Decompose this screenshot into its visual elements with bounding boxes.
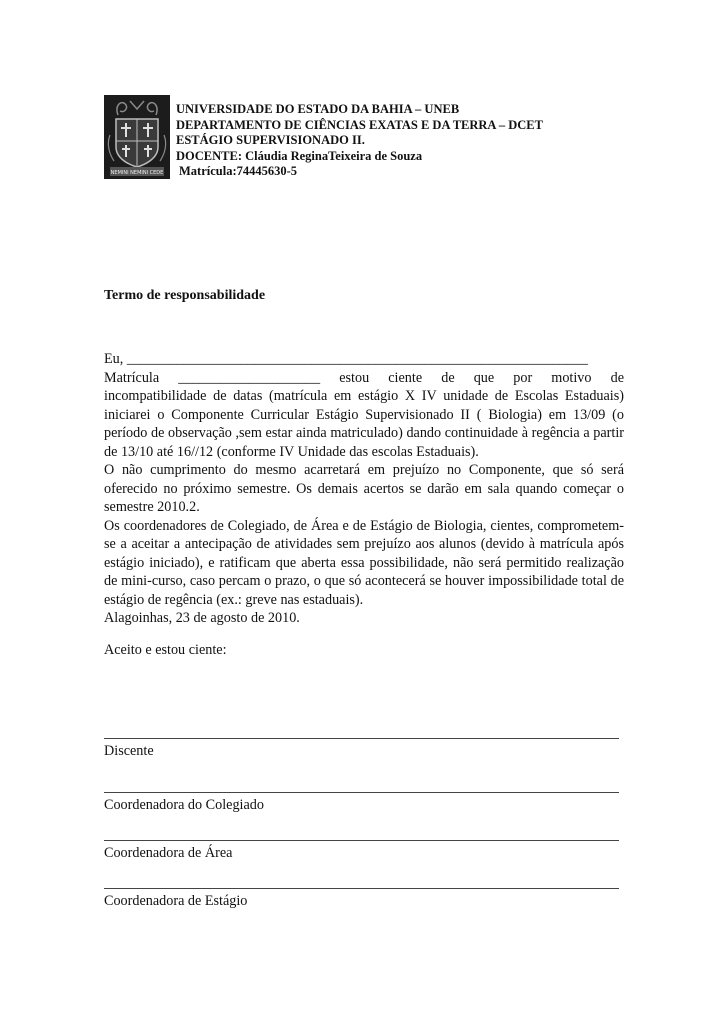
header-department: DEPARTAMENTO DE CIÊNCIAS EXATAS E DA TERRA – DCET: [176, 117, 543, 132]
signature-label: Discente: [104, 743, 154, 759]
document-header: [176, 102, 543, 180]
student-name-line: Eu, _________________________________________________________________: [104, 351, 588, 367]
uneb-logo: [104, 95, 170, 179]
header-university: UNIVERSIDADE DO ESTADO DA BAHIA – UNEB: [176, 102, 460, 116]
logo-motto: NEMINI NEMINI CEDE: [110, 170, 164, 176]
signature-label: Coordenadora do Colegiado: [104, 797, 264, 813]
signature-collegiate-coordinator: [104, 792, 619, 814]
signature-line: [104, 792, 619, 793]
signature-student: [104, 738, 619, 760]
signature-line: [104, 840, 619, 841]
body-paragraph-2: O não cumprimento do mesmo acarretará em prejuízo no Componente, que só será oferecido no próximo semestre. Os demais acertos se darão em sala quando começar o semestre 2010.2.: [104, 462, 624, 515]
signature-area-coordinator: [104, 840, 619, 862]
signature-line: [104, 738, 619, 739]
signature-label: Coordenadora de Área: [104, 845, 233, 861]
signature-internship-coordinator: [104, 888, 619, 910]
acceptance-statement: Aceito e estou ciente:: [104, 642, 227, 658]
header-teacher: DOCENTE: Cláudia ReginaTeixeira de Souza: [176, 148, 423, 163]
document-body: [104, 350, 624, 609]
signature-label: Coordenadora de Estágio: [104, 893, 248, 909]
header-course: ESTÁGIO SUPERVISIONADO II.: [176, 133, 365, 147]
signature-line: [104, 888, 619, 889]
header-registration: Matrícula:74445630-5: [179, 164, 298, 178]
place-date: Alagoinhas, 23 de agosto de 2010.: [104, 610, 300, 626]
body-paragraph-1: incompatibilidade de datas (matrícula em estágio X IV unidade de Escolas Estaduais) iniciarei o Componente Curricular Estágio Supervisionado II ( Biologia) em 13/09 (o período de observação ,sem estar ainda matriculado) dando continuidade à regência a partir de 13/10 até 16//12 (conforme IV Unidade das escolas Estaduais).: [104, 388, 624, 460]
body-paragraph-3: Os coordenadores de Colegiado, de Área e de Estágio de Biologia, cientes, comprometem-se a aceitar a antecipação de atividades sem prejuízo aos alunos (devido à matrícula após estágio iniciado), e ratificam que aberta essa possibilidade, não será permitido realização de mini-curso, caso percam o prazo, o que só acontecerá se houver impossibilidade total de estágio de regência (ex.: greve nas estaduais).: [104, 517, 624, 608]
registration-line: Matrícula ____________________ estou ciente de que por motivo de: [104, 369, 624, 386]
document-title: Termo de responsabilidade: [104, 288, 266, 303]
